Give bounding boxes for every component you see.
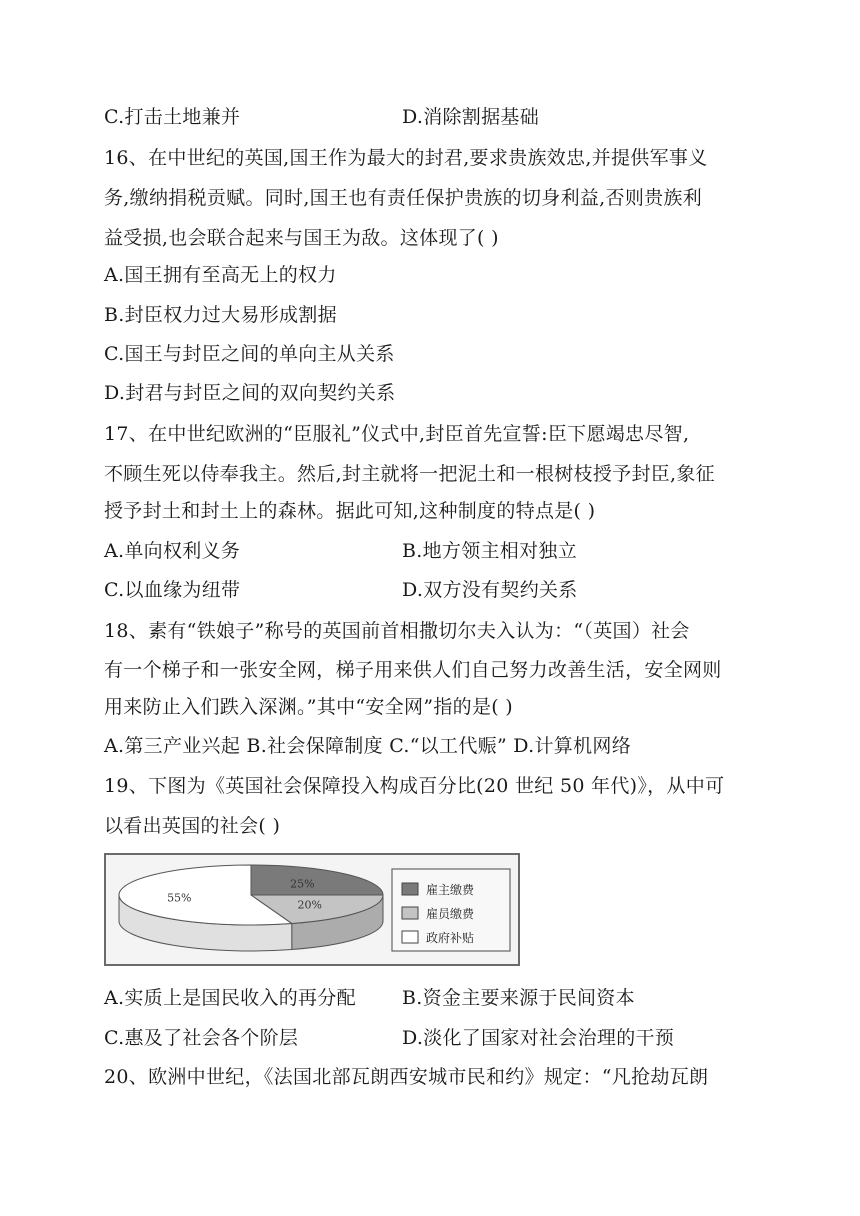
- q17-option-a: A.单向权利义务: [104, 540, 241, 562]
- q15-option-d: D.消除割据基础: [402, 106, 539, 128]
- q17-stem-line-3: 授予封土和封土上的森林。据此可知,这种制度的特点是( ): [104, 500, 596, 522]
- q19-option-d: D.淡化了国家对社会治理的干预: [402, 1027, 675, 1049]
- q17-stem-line-2: 不顾生死以侍奉我主。然后,封主就将一把泥土和一根树枝授予封臣,象征: [104, 463, 715, 485]
- q16-stem-line-2: 务,缴纳捐税贡赋。同时,国王也有责任保护贵族的切身利益,否则贵族利: [104, 187, 703, 209]
- q17-option-c: C.以血缘为纽带: [104, 579, 241, 601]
- q18-stem-line-2: 有一个梯子和一张安全网，梯子用来供人们自己努力改善生活，安全网则: [104, 659, 722, 681]
- legend-swatch-0: [402, 883, 418, 895]
- q16-option-a: A.国王拥有至高无上的权力: [104, 264, 337, 286]
- pie-label-2: 55%: [167, 891, 192, 905]
- q20-stem-line-1: 20、欧洲中世纪，《法国北部瓦朗西安城市民和约》规定：“凡抢劫瓦朗: [104, 1066, 709, 1088]
- q16-stem-line-1: 16、在中世纪的英国,国王作为最大的封君,要求贵族效忠,并提供军事义: [104, 147, 708, 169]
- q18-stem-line-1: 18、素有“铁娘子”称号的英国前首相撒切尔夫入认为：“（英国）社会: [104, 620, 690, 642]
- q15-option-c: C.打击土地兼并: [104, 106, 241, 128]
- q16-option-b: B.封臣权力过大易形成割据: [104, 304, 337, 326]
- legend-swatch-1: [402, 907, 418, 919]
- q18-stem-line-3: 用来防止入们跌入深渊。”其中“安全网”指的是( ): [104, 696, 514, 718]
- pie-label-1: 20%: [297, 898, 322, 912]
- q17-option-b: B.地方领主相对独立: [402, 540, 578, 562]
- q19-stem-line-2: 以看出英国的社会( ): [104, 815, 281, 837]
- pie-chart-figure: [104, 853, 520, 966]
- q19-option-b: B.资金主要来源于民间资本: [402, 987, 635, 1009]
- pie-chart-svg: [106, 855, 518, 964]
- q19-stem-line-1: 19、下图为《英国社会保障投入构成百分比(20 世纪 50 年代)》，从中可: [104, 775, 725, 797]
- legend-label-1: 雇员缴费: [426, 907, 475, 921]
- legend-label-2: 政府补贴: [426, 931, 475, 945]
- q19-option-c: C.惠及了社会各个阶层: [104, 1027, 299, 1049]
- q16-option-d: D.封君与封臣之间的双向契约关系: [104, 382, 396, 404]
- q16-stem-line-3: 益受损,也会联合起来与国王为敌。这体现了( ): [104, 227, 499, 249]
- pie-label-0: 25%: [290, 877, 315, 891]
- legend-swatch-2: [402, 931, 418, 943]
- q17-option-d: D.双方没有契约关系: [402, 579, 578, 601]
- q16-option-c: C.国王与封臣之间的单向主从关系: [104, 343, 395, 365]
- pie-slice-0: [251, 865, 383, 895]
- q19-option-a: A.实质上是国民收入的再分配: [104, 987, 356, 1009]
- legend-label-0: 雇主缴费: [426, 883, 475, 897]
- q18-options: A.第三产业兴起 B.社会保障制度 C.“以工代赈” D.计算机网络: [104, 735, 632, 757]
- q17-stem-line-1: 17、在中世纪欧洲的“臣服礼”仪式中,封臣首先宣誓:臣下愿竭忠尽智,: [104, 423, 690, 445]
